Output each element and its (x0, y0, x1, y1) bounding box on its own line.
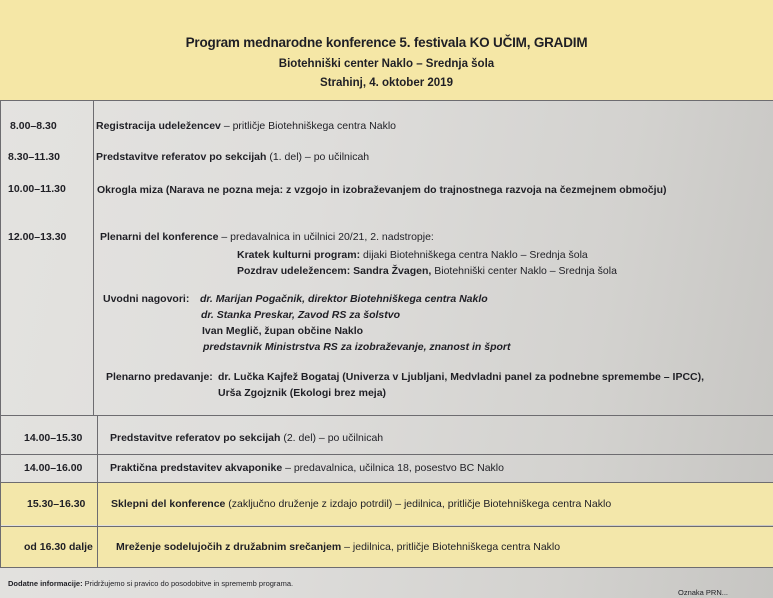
speaker: predstavnik Ministrstva RS za izobraževanje, znanost in šport (203, 341, 511, 353)
column-divider (93, 100, 94, 415)
agenda-item-detail: (zaključno druženje z izdajo potrdil) – jedilnica, pritličje Biotehniškega centra Naklo (225, 498, 612, 510)
row-divider (0, 415, 773, 416)
welcome-address-text: Biotehniški center Naklo – Srednja šola (431, 265, 617, 277)
table-left-border (0, 100, 1, 568)
plenary-lecturer: dr. Lučka Kajfež Bogataj (Univerza v Ljubljani, Medvladni panel za podnebne spremembe – IPCC), (218, 371, 705, 383)
column-divider-lower (97, 415, 98, 568)
plenary-lecturer: Urša Zgojznik (Ekologi brez meja) (218, 387, 387, 399)
agenda-item-title: Plenarni del konference (100, 231, 219, 243)
row-divider (0, 526, 773, 527)
row-divider (0, 482, 773, 483)
agenda-item-title: Okrogla miza (Narava ne pozna meja: z vzgojo in izobraževanjem do trajnostnega razvoja na čezmejnem območju) (97, 184, 667, 196)
footer-note (8, 579, 293, 588)
welcome-address-label: Pozdrav udeležencem: Sandra Žvagen, (237, 265, 432, 277)
agenda-item-detail: – predavalnica, učilnica 18, posestvo BC Naklo (282, 462, 504, 474)
row-divider (0, 454, 773, 455)
footer-text: Pridržujemo si pravico do posodobitve in sprememb programa. (82, 579, 294, 588)
agenda-item-title: Predstavitve referatov po sekcijah (110, 432, 281, 444)
agenda-item (111, 498, 611, 510)
time-slot: 12.00–13.30 (8, 231, 67, 243)
agenda-item (110, 462, 504, 474)
agenda-item-detail: (2. del) – po učilnicah (280, 432, 384, 444)
agenda-item-detail: – predavalnica in učilnici 20/21, 2. nadstropje: (218, 231, 434, 243)
date-subtitle: Strahinj, 4. oktober 2019 (320, 77, 453, 89)
time-slot: 14.00–16.00 (24, 462, 83, 474)
agenda-item (96, 120, 396, 132)
table-top-border (0, 100, 773, 101)
time-slot: 8.30–11.30 (8, 151, 60, 163)
welcome-address (237, 265, 617, 277)
speaker: dr. Marijan Pogačnik, direktor Biotehniškega centra Naklo (200, 293, 488, 305)
footer-label: Dodatne informacije: (8, 579, 83, 588)
cultural-program-text: dijaki Biotehniškega centra Naklo – Srednja šola (360, 249, 588, 261)
table-bottom-border (0, 567, 773, 568)
page-title: Program mednarodne konference 5. festivala KO UČIM, GRADIM (185, 35, 588, 50)
plenary-lecture-label: Plenarno predavanje: (106, 371, 213, 383)
agenda-item-detail: – jedilnica, pritličje Biotehniškega centra Naklo (341, 541, 561, 553)
agenda-item (116, 541, 560, 553)
venue-subtitle: Biotehniški center Naklo – Srednja šola (278, 58, 495, 70)
time-slot: 8.00–8.30 (10, 120, 57, 132)
cultural-program-label: Kratek kulturni program: (237, 249, 361, 261)
agenda-item-detail: (1. del) – po učilnicah (266, 151, 370, 163)
agenda-item (97, 184, 666, 196)
speaker: dr. Stanka Preskar, Zavod RS za šolstvo (201, 309, 401, 321)
agenda-item (96, 151, 369, 163)
agenda-item-title: Mreženje sodelujočih z družabnim srečanjem (116, 541, 342, 553)
opening-speeches-label: Uvodni nagovori: (103, 293, 190, 305)
agenda-item-title: Praktična predstavitev akvaponike (110, 462, 283, 474)
agenda-item-title: Registracija udeležencev (96, 120, 221, 132)
time-slot: od 16.30 dalje (24, 541, 93, 553)
time-slot: 10.00–11.30 (8, 183, 66, 195)
speaker: Ivan Meglič, župan občine Naklo (202, 325, 364, 337)
cultural-program (237, 249, 588, 261)
agenda-item-title: Sklepni del konference (111, 498, 226, 510)
footer-code: Oznaka PRN... (678, 588, 729, 597)
agenda-item (100, 231, 434, 243)
time-slot: 15.30–16.30 (27, 498, 86, 510)
agenda-item-detail: – pritličje Biotehniškega centra Naklo (220, 120, 396, 132)
time-slot: 14.00–15.30 (24, 432, 83, 444)
agenda-item-title: Predstavitve referatov po sekcijah (96, 151, 267, 163)
agenda-item (110, 432, 383, 444)
